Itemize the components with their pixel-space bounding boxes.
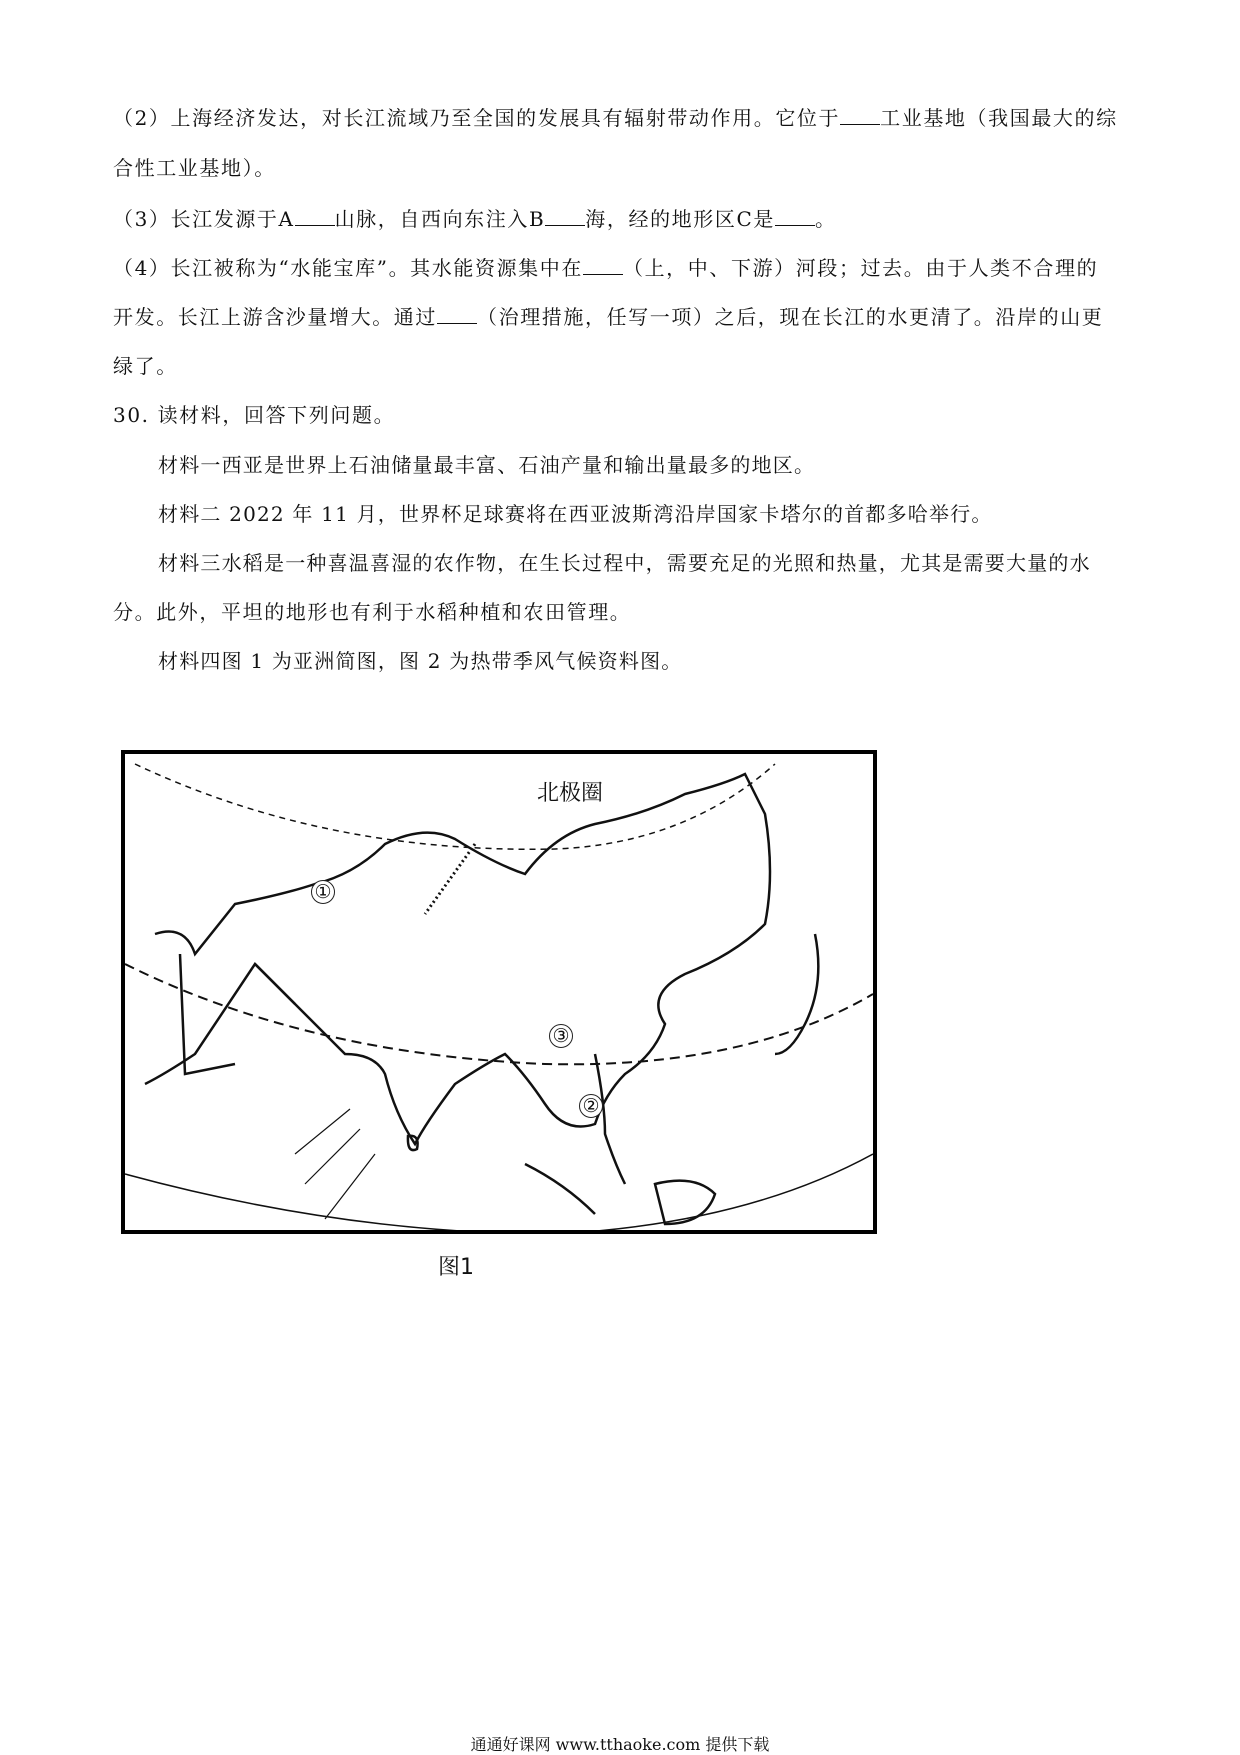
monsoon-arrow-3 [325,1154,375,1219]
japan [775,934,818,1054]
q4-line-1 [113,256,1098,280]
answer-blank[interactable] [437,305,477,324]
red-sea [180,954,235,1074]
q4-line-3: 绿了。 [113,354,178,378]
q4-text: （上，中、下游）河段；过去。由于人类不合理的 [622,256,1099,280]
q3-text: 海，经的地形区C是 [585,207,775,231]
material-2: 材料二 2022 年 11 月，世界杯足球赛将在西亚波斯湾沿岸国家卡塔尔的首都多哈举行。 [158,502,993,526]
q3-text: （3）长江发源于A [113,207,295,231]
asia-map [121,750,877,1234]
marker-1: ① [311,880,335,904]
q2-text: 工业基地（我国最大的综 [880,106,1118,130]
material-3-cont: 分。此外，平坦的地形也有利于水稻种植和农田管理。 [113,600,632,624]
answer-blank[interactable] [583,256,623,275]
q4-text: （治理措施，任写一项）之后，现在长江的水更清了。沿岸的山更 [477,305,1104,329]
tropic-of-cancer-line [125,964,873,1064]
q4-text: 开发。长江上游含沙量增大。通过 [113,305,437,329]
q3-line [113,207,837,231]
material-4: 材料四图 1 为亚洲简图，图 2 为热带季风气候资料图。 [158,649,683,673]
q4-line-2 [113,305,1103,329]
footer-source: 通通好课网 www.tthaoke.com 提供下载 [470,1735,770,1754]
indochina [595,1054,625,1184]
figure-caption: 图1 [438,1255,474,1280]
material-3: 材料三水稻是一种喜温喜湿的农作物，在生长过程中，需要充足的光照和热量，尤其是需要大量的水 [158,551,1091,575]
kalimantan [655,1181,715,1224]
q2-line-2: 合性工业基地）。 [113,156,276,180]
q2-text: （2）上海经济发达，对长江流域乃至全国的发展具有辐射带动作用。它位于 [113,106,841,130]
ural-mountains [425,844,475,914]
q3-text: 山脉，自西向东注入B [334,207,546,231]
persian-gulf [255,964,295,1004]
q30-title: 30. 读材料，回答下列问题。 [113,403,396,427]
material-1: 材料一西亚是世界上石油储量最丰富、石油产量和输出量最多的地区。 [158,453,816,477]
answer-blank-a[interactable] [295,207,335,226]
q2-line-1 [113,106,1118,130]
arctic-circle-label: 北极圈 [537,781,604,806]
q4-text: （4）长江被称为“水能宝库”。其水能资源集中在 [113,256,583,280]
marker-2: ② [579,1094,603,1118]
marker-3: ③ [549,1024,573,1048]
arctic-circle-line [135,764,775,849]
answer-blank-b[interactable] [545,207,585,226]
answer-blank-c[interactable] [775,207,815,226]
monsoon-arrow-2 [305,1129,360,1184]
sumatra [525,1164,595,1214]
asia-coastline [145,774,770,1144]
equator-line [125,1154,873,1230]
map-outline [125,754,873,1230]
answer-blank[interactable] [840,106,880,125]
q3-text: 。 [814,207,837,231]
